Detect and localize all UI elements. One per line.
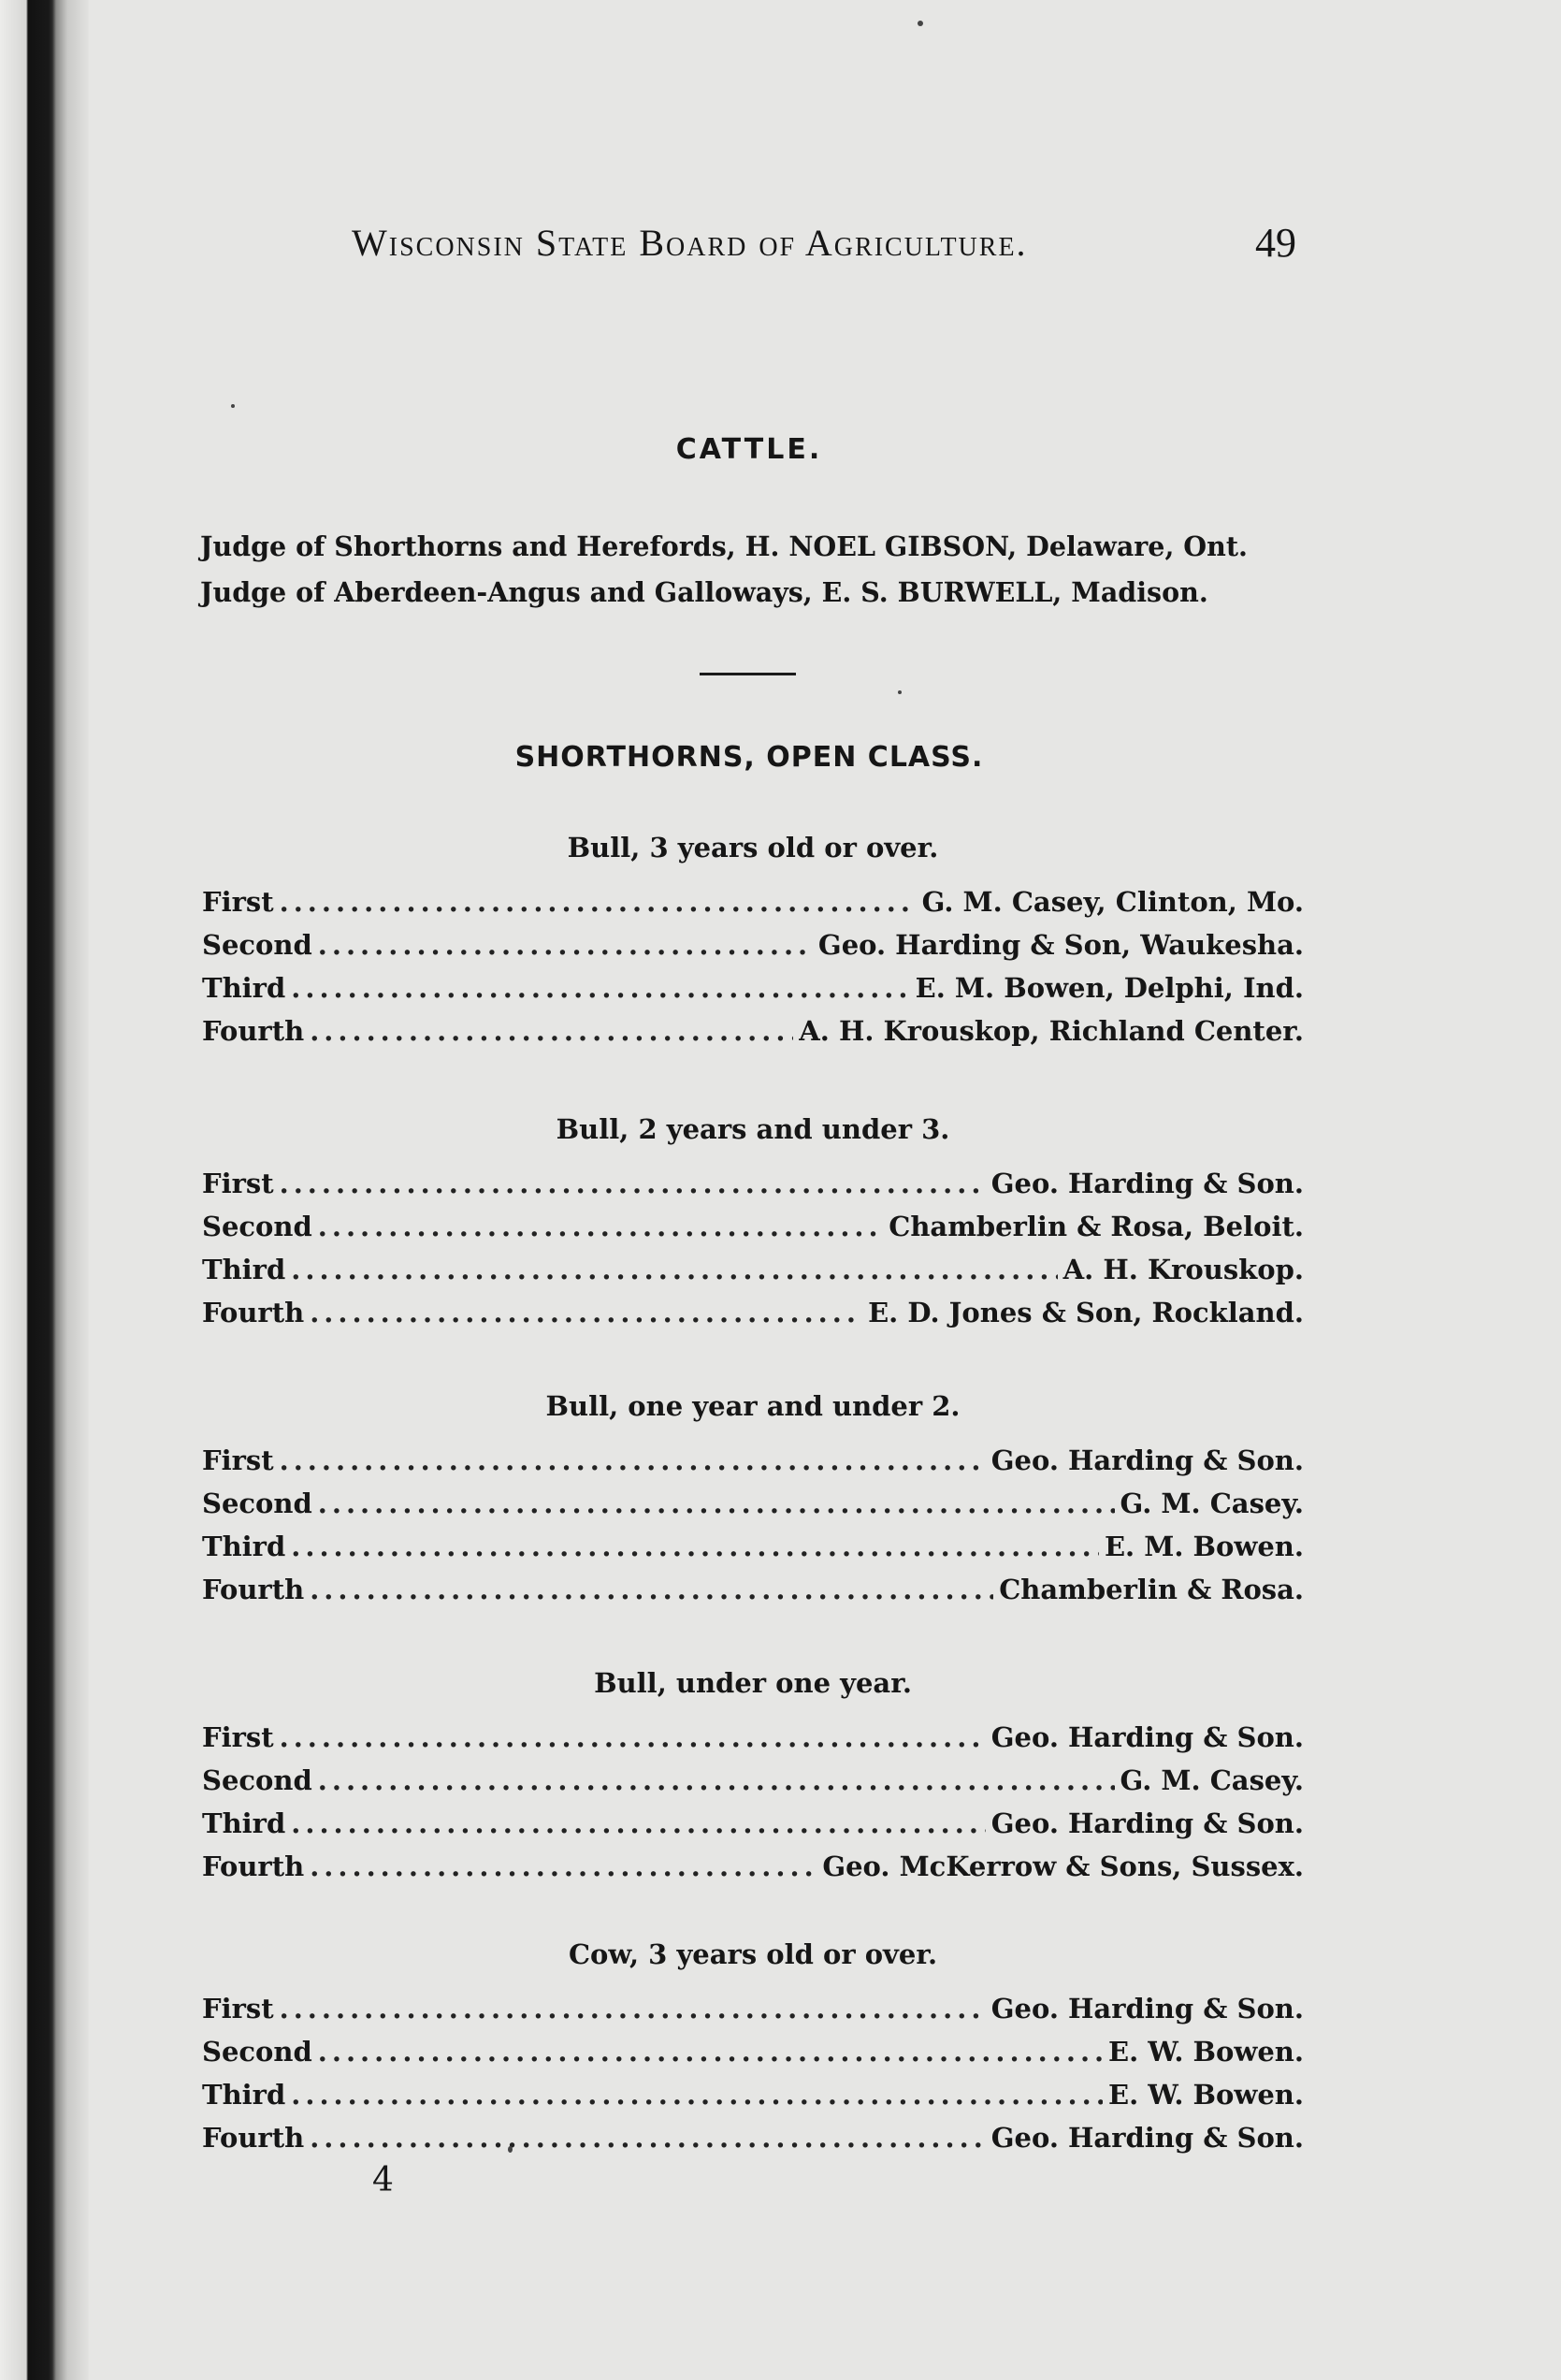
dot-leader: [280, 1987, 986, 2030]
winner-name: G. M. Casey, Clinton, Mo.: [921, 886, 1304, 918]
award-group: [202, 1385, 1304, 1611]
award-row: [202, 1248, 1304, 1291]
place-label: Third: [202, 1254, 286, 1285]
place-label: Third: [202, 972, 286, 1004]
award-group-title: Bull, 2 years and under 3.: [556, 1113, 950, 1145]
award-row: [202, 1525, 1304, 1568]
judge-line: Judge of Shorthorns and Herefords, H. NOEL GIBSON, Delaware, Ont.: [200, 530, 1248, 562]
winner-name: Geo. Harding & Son.: [990, 1721, 1304, 1753]
dot-leader: [291, 1525, 1099, 1568]
running-title: Wisconsin State Board of Agriculture.: [352, 222, 1028, 264]
winner-name: Geo. Harding & Son.: [990, 1993, 1304, 2024]
winner-name: E. M. Bowen, Delphi, Ind.: [915, 972, 1304, 1004]
award-group: [202, 1662, 1304, 1888]
dot-leader: [318, 1482, 1115, 1525]
award-row: [202, 1987, 1304, 2030]
book-spine-shadow: [0, 0, 89, 2380]
award-row: [202, 1162, 1304, 1205]
judge-line: Judge of Aberdeen-Angus and Galloways, E. S. BURWELL, Madison.: [200, 576, 1208, 608]
place-label: Second: [202, 1488, 312, 1519]
print-speck: [508, 2146, 513, 2153]
dot-leader: [318, 923, 813, 966]
place-label: First: [202, 1721, 274, 1753]
dot-leader: [291, 1248, 1057, 1291]
award-row: [202, 966, 1304, 1009]
place-label: Second: [202, 1764, 312, 1796]
award-row: [202, 1716, 1304, 1759]
place-label: Third: [202, 1807, 286, 1839]
dot-leader: [291, 1802, 986, 1845]
judges-block: [200, 524, 1304, 616]
dot-leader: [291, 2073, 1103, 2116]
place-label: Fourth: [202, 1850, 305, 1882]
dot-leader: [318, 2030, 1103, 2073]
winner-name: A. H. Krouskop.: [1062, 1254, 1304, 1285]
award-group-title: Bull, one year and under 2.: [545, 1390, 961, 1422]
winner-name: Chamberlin & Rosa, Beloit.: [889, 1211, 1304, 1242]
place-label: Fourth: [202, 1574, 305, 1605]
award-row: [202, 1568, 1304, 1611]
place-label: Fourth: [202, 1015, 305, 1047]
print-speck: [898, 690, 902, 694]
section-rule: [700, 673, 796, 675]
dot-leader: [280, 880, 917, 923]
award-row: [202, 2116, 1304, 2159]
award-group: [202, 1933, 1304, 2159]
dot-leader: [310, 1845, 817, 1888]
award-row: [202, 1845, 1304, 1888]
winner-name: E. W. Bowen.: [1108, 2036, 1304, 2068]
print-speck: [231, 404, 235, 408]
winner-name: Geo. McKerrow & Sons, Sussex.: [822, 1850, 1304, 1882]
award-row: [202, 1205, 1304, 1248]
award-row: [202, 1802, 1304, 1845]
award-row: [202, 1482, 1304, 1525]
winner-name: Geo. Harding & Son.: [990, 2122, 1304, 2154]
winner-name: Chamberlin & Rosa.: [999, 1574, 1304, 1605]
page-number: 49: [1255, 220, 1296, 266]
dot-leader: [318, 1759, 1115, 1802]
print-speck: [918, 21, 923, 26]
award-row: [202, 1759, 1304, 1802]
winner-name: Geo. Harding & Son.: [990, 1168, 1304, 1199]
place-label: First: [202, 1168, 274, 1199]
dot-leader: [291, 966, 909, 1009]
class-title: SHORTHORNS, OPEN CLASS.: [514, 741, 984, 774]
place-label: First: [202, 886, 274, 918]
dot-leader: [310, 1009, 793, 1052]
award-group-title: Bull, under one year.: [594, 1667, 912, 1699]
winner-name: E. M. Bowen.: [1104, 1531, 1304, 1562]
winner-name: A. H. Krouskop, Richland Center.: [799, 1015, 1304, 1047]
dot-leader: [318, 1205, 884, 1248]
dot-leader: [310, 2116, 986, 2159]
place-label: Fourth: [202, 1297, 305, 1328]
running-header: [352, 217, 1296, 283]
award-row: [202, 2030, 1304, 2073]
place-label: First: [202, 1993, 274, 2024]
place-label: Second: [202, 929, 312, 961]
winner-name: G. M. Casey.: [1120, 1488, 1304, 1519]
award-row: [202, 1291, 1304, 1334]
winner-name: G. M. Casey.: [1120, 1764, 1304, 1796]
award-group: [202, 1108, 1304, 1334]
dot-leader: [280, 1439, 986, 1482]
award-row: [202, 1439, 1304, 1482]
award-group: [202, 826, 1304, 1052]
place-label: Third: [202, 2079, 286, 2111]
place-label: Fourth: [202, 2122, 305, 2154]
place-label: Second: [202, 1211, 312, 1242]
winner-name: E. D. Jones & Son, Rockland.: [868, 1297, 1304, 1328]
dot-leader: [280, 1162, 986, 1205]
winner-name: Geo. Harding & Son.: [990, 1807, 1304, 1839]
dot-leader: [280, 1716, 986, 1759]
place-label: Third: [202, 1531, 286, 1562]
place-label: First: [202, 1444, 274, 1476]
award-row: [202, 2073, 1304, 2116]
dot-leader: [310, 1568, 993, 1611]
winner-name: E. W. Bowen.: [1108, 2079, 1304, 2111]
award-group-title: Bull, 3 years old or over.: [567, 832, 939, 863]
section-title: CATTLE.: [675, 433, 823, 466]
dot-leader: [310, 1291, 862, 1334]
award-group-title: Cow, 3 years old or over.: [568, 1938, 938, 1970]
winner-name: Geo. Harding & Son.: [990, 1444, 1304, 1476]
award-row: [202, 923, 1304, 966]
award-row: [202, 880, 1304, 923]
winner-name: Geo. Harding & Son, Waukesha.: [817, 929, 1304, 961]
place-label: Second: [202, 2036, 312, 2068]
award-row: [202, 1009, 1304, 1052]
signature-mark: 4: [372, 2161, 394, 2199]
